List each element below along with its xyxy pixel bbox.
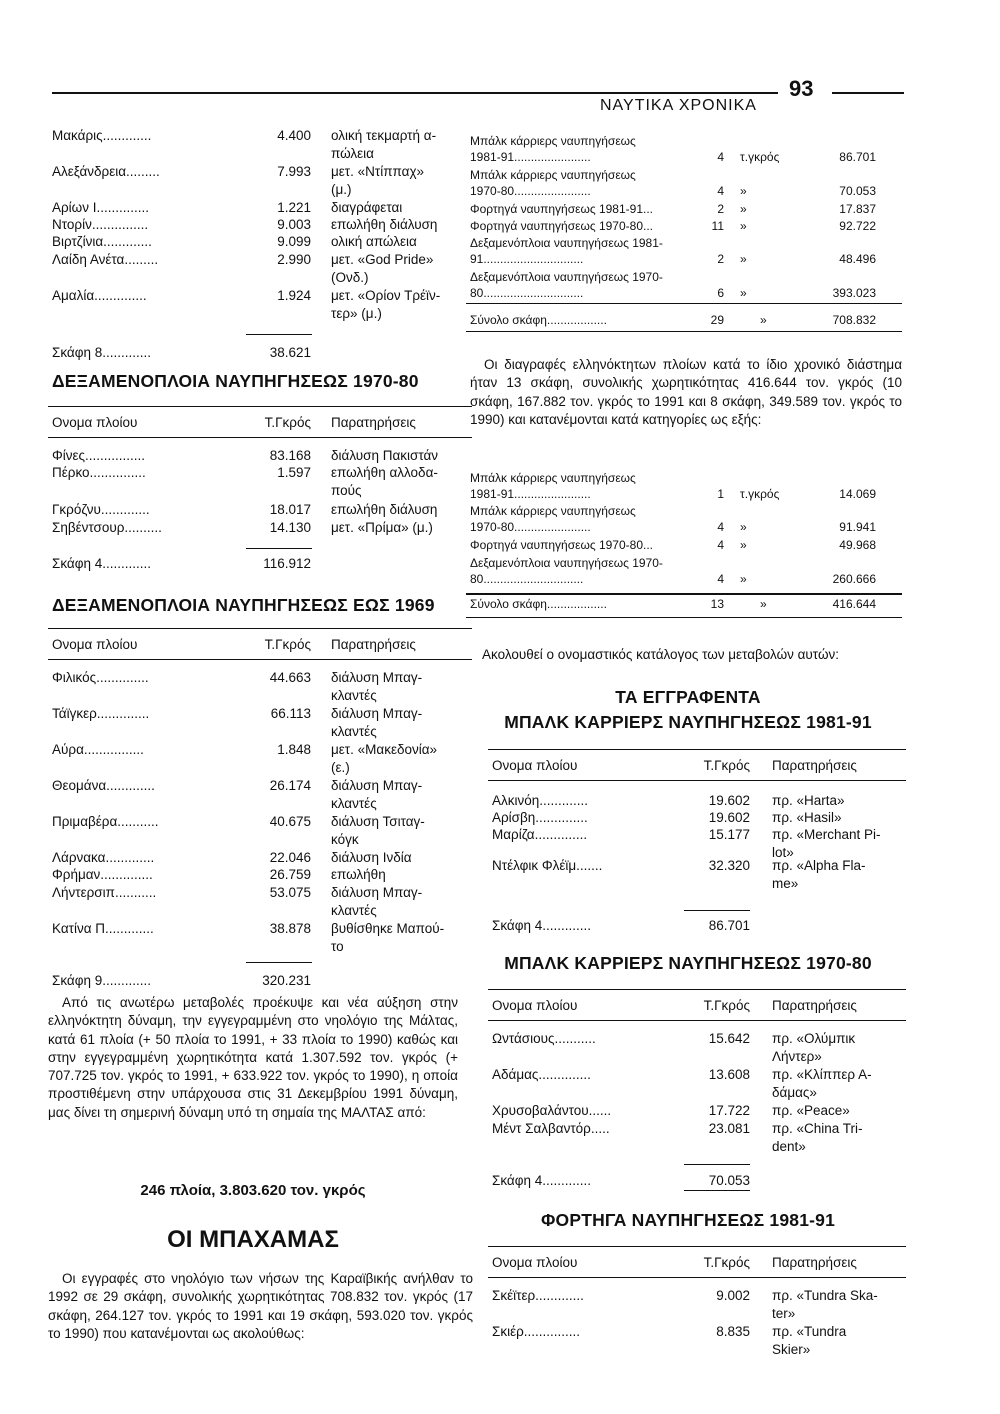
tankers-1969-row-note-cont: κλαντές [331, 903, 377, 918]
tankers-1969-row-note: διάλυση Μπαγ- [331, 706, 423, 721]
bulk-1981-row-grt: 15.177 [708, 827, 750, 842]
ship-top-row-note: επωλήθη διάλυση [331, 217, 438, 232]
header-rule-left [52, 92, 778, 94]
tankers-1969-col-grt: Τ.Γκρός [264, 637, 311, 652]
tankers-1970-total-rule [246, 548, 312, 549]
summary1-count: 11 [711, 219, 724, 233]
section-title-bahamas: ΟΙ ΜΠΑΧΑΜΑΣ [167, 1226, 339, 1253]
ship-top-row-note: μετ. «God Pride» [331, 252, 434, 267]
summary2-value: 14.069 [839, 487, 876, 501]
tankers-1969-row-note: διάλυση Μπαγ- [331, 670, 423, 685]
summary2-unit: » [740, 520, 747, 534]
summary2-category: Μπάλκ κάρριερς ναυπηγήσεως [470, 504, 636, 518]
summary2-value: 91.941 [839, 520, 876, 534]
tankers-1969-row-note: διάλυση Ινδία [331, 850, 412, 865]
summary1-category-line: Φορτηγά ναυπηγήσεως 1970-80... [470, 219, 653, 233]
section-title-tankers-1970-80: ΔΕΞΑΜΕΝΟΠΛΟΙΑ ΝΑΥΠΗΓΗΣΕΩΣ 1970-80 [52, 371, 419, 391]
malta-paragraph: Από τις ανωτέρω μεταβολές προέκυψε και νέα αύξηση στην ελληνόκτητη δύναμη, την εγγεγραμμένη στο νηολόγιο της Μάλτας, κατά 61 πλοία (+ 50 πλοία το 1991, + 33 πλοία το 1990) καθώς και στην εγγεγραμμένη χωρητικότητα κατά 1.307.592 τον. γκρός (+ 707.725 τον. γκρός το 1991, + 633.922 τον. γκρός το 1990), η οποία προστιθέμενη στην υπάρχουσα στις 31 Δεκεμβρίου 1991 δύναμη, μας δίνει τη σημερινή δύναμη υπό τη σημαία της ΜΑΛΤΑΣ από: [48, 995, 458, 1120]
page-number: 93 [789, 76, 814, 101]
bulk-1970-col-name: Ονομα πλοίου [492, 998, 578, 1013]
tankers-1969-row-note: βυθίσθηκε Μαπού- [331, 921, 445, 936]
summary1-unit: » [740, 286, 747, 300]
summary1-total-rule [466, 303, 902, 304]
bulk-1970-total-value: 70.053 [708, 1173, 750, 1188]
tankers-1969-header-top-rule [48, 628, 472, 629]
tankers-1969-row-grt: 26.759 [269, 867, 311, 882]
bulk-1970-row-note: πρ. «Peace» [772, 1103, 850, 1118]
tankers-1969-row-name: Κατίνα Π............. [52, 921, 154, 936]
ship-top-row-name: Βιρτζίνια............. [52, 234, 152, 249]
summary1-value: 86.701 [839, 150, 876, 164]
cargo-1981-row-name: Σκιέρ............... [492, 1324, 581, 1339]
bulk-1981-row-name: Αλκινόη............. [492, 793, 589, 808]
summary1-count: 4 [717, 150, 724, 164]
bulk-1970-row-note: πρ. «Κλίππερ Α- [772, 1067, 872, 1082]
ship-top-row-name: Λαίδη Ανέτα......... [52, 252, 159, 267]
summary1-value: 70.053 [839, 184, 876, 198]
summary1-bottom-rule [466, 331, 902, 332]
summary1-unit: τ.γκρός [740, 150, 780, 164]
follows-text: Ακολουθεί ο ονομαστικός κατάλογος των μεταβολών αυτών: [482, 647, 839, 662]
tankers-1969-row-name: Λάρνακα............. [52, 850, 155, 865]
summary2-total-unit: » [760, 597, 767, 611]
bulk-1970-row-grt: 13.608 [708, 1067, 750, 1082]
summary2-category-line: Φορτηγά ναυπηγήσεως 1970-80... [470, 538, 653, 552]
bulk-1981-row-note: πρ. «Alpha Fla- [772, 858, 866, 873]
summary1-total-value: 708.832 [832, 313, 876, 327]
ship-top-row-name: Αρίων Ι.............. [52, 200, 149, 215]
section-title-registered: ΤΑ ΕΓΓΡΑΦΕΝΤΑ [615, 687, 761, 707]
ship-top-row-note-cont: (Ονδ.) [331, 270, 369, 285]
summary1-count: 2 [717, 252, 724, 266]
ship-top-row-note-cont: τερ» (μ.) [331, 306, 382, 321]
tankers-1970-row-name: Φίνες................ [52, 448, 146, 463]
cargo-1981-header-bottom-rule [488, 1277, 906, 1278]
tankers-1969-row-name: Πριμαβέρα........... [52, 814, 159, 829]
summary1-unit: » [740, 252, 747, 266]
summary1-count: 4 [717, 184, 724, 198]
tankers-1970-row-grt: 14.130 [269, 520, 311, 535]
bulk-1970-row-note: πρ. «Ολύμπικ [772, 1031, 856, 1046]
cargo-1981-row-name: Σκέϊτερ............. [492, 1288, 584, 1303]
summary1-category-line: 1970-80....................... [470, 184, 591, 198]
tankers-1970-row-grt: 18.017 [269, 502, 311, 517]
summary1-category: Δεξαμενόπλοια ναυπηγήσεως 1970- [470, 270, 663, 284]
summary2-category-line: 80.............................. [470, 572, 584, 586]
top-total-rule [246, 334, 312, 335]
ship-top-row-name: Αλεξάνδρεια......... [52, 164, 160, 179]
bulk-1981-header-top-rule [488, 749, 906, 750]
ship-top-row-grt: 9.003 [277, 217, 311, 232]
tankers-1969-row-grt: 40.675 [269, 814, 311, 829]
summary2-unit: » [740, 572, 747, 586]
bulk-1970-header-bottom-rule [488, 1020, 906, 1021]
bahamas-paragraph: Οι εγγραφές στο νηολόγιο των νήσων της Καραϊβικής ανήλθαν το 1992 σε 29 σκάφη, συνολικής χωρητικότητας 708.832 τον. γκρός (17 σκάφη, 264.127 τον. γκρός το 1991 και 19 σκάφη, 593.020 τον. γκρός το 1990) που κατανέμονται ως ακολούθως: [48, 1271, 473, 1341]
tankers-1969-row-grt: 66.113 [270, 706, 311, 721]
tankers-1969-row-note: διάλυση Τσιταγ- [331, 814, 425, 829]
ship-top-row-grt: 7.993 [277, 164, 311, 179]
tankers-1969-row-name: Λήντερσιπ........... [52, 885, 157, 900]
ship-top-row-note: μετ. «Ορίον Τρέϊν- [331, 288, 441, 303]
summary1-value: 48.496 [839, 252, 876, 266]
tankers-1970-header-top-rule [48, 406, 472, 407]
bulk-1970-col-notes: Παρατηρήσεις [772, 998, 857, 1013]
summary1-category-line: 1981-91....................... [470, 150, 591, 164]
tankers-1970-col-name: Ονομα πλοίου [52, 415, 138, 430]
tankers-1970-row-note: μετ. «Πρίμα» (μ.) [331, 520, 433, 535]
bulk-1981-total-label: Σκάφη 4............. [492, 918, 592, 933]
summary1-category: Δεξαμενόπλοια ναυπηγήσεως 1981- [470, 236, 663, 250]
tankers-1969-row-name: Τάϊγκερ.............. [52, 706, 150, 721]
bulk-1981-row-note: πρ. «Hasil» [772, 810, 842, 825]
bulk-1970-row-name: Χρυσοβαλάντου...... [492, 1103, 612, 1118]
tankers-1970-row-note: διάλυση Πακιστάν [331, 448, 439, 463]
summary1-total-unit: » [760, 313, 767, 327]
bulk-1981-row-grt: 19.602 [708, 810, 750, 825]
tankers-1969-header-bottom-rule [48, 659, 472, 660]
header-rule-right [832, 92, 904, 94]
summary1-category-line: 80.............................. [470, 286, 584, 300]
tankers-1970-row-note-cont: πούς [331, 483, 362, 498]
bulk-1981-row-grt: 19.602 [708, 793, 750, 808]
malta-total: 246 πλοία, 3.803.620 τον. γκρός [140, 1182, 366, 1199]
deletions-paragraph: Οι διαγραφές ελληνόκτητων πλοίων κατά το ίδιο χρονικό διάστημα ήταν 13 σκάφη, συνολικής χωρητικότητας 416.644 τον. γκρός (10 σκάφη, 167.882 τον. γκρός το 1991 και 8 σκάφη, 349.589 τον. γκρός το 1990) και κατανέμονται κατά κατηγορίες ως εξής: [470, 357, 902, 427]
summary1-category-line: Φορτηγά ναυπηγήσεως 1981-91... [470, 202, 653, 216]
tankers-1969-row-note-cont: κλαντές [331, 688, 377, 703]
tankers-1970-total-value: 116.912 [263, 556, 311, 571]
bulk-1970-row-name: Μέντ Σαλβαντόρ..... [492, 1121, 610, 1136]
summary2-value: 49.968 [839, 538, 876, 552]
bulk-1970-row-name: Ωντάσιους........... [492, 1031, 596, 1046]
ship-top-row-name: Μακάρις............. [52, 128, 152, 143]
tankers-1969-row-note: μετ. «Μακεδονία» [331, 742, 438, 757]
summary2-total-count: 13 [710, 597, 724, 611]
bulk-1981-row-note: πρ. «Harta» [772, 793, 845, 808]
bulk-1970-total-rule [684, 1164, 750, 1165]
ship-top-row-note-cont: (μ.) [331, 182, 352, 197]
section-title-bulk-1970-80: ΜΠΑΛΚ ΚΑΡΡΙΕΡΣ ΝΑΥΠΗΓΗΣΕΩΣ 1970-80 [504, 953, 872, 973]
summary1-category: Μπάλκ κάρριερς ναυπηγήσεως [470, 134, 636, 148]
summary1-total-count: 29 [710, 313, 724, 327]
tankers-1969-row-note-cont: (ε.) [331, 760, 350, 775]
tankers-1969-row-grt: 44.663 [269, 670, 311, 685]
summary1-value: 393.023 [832, 286, 876, 300]
summary1-category: Μπάλκ κάρριερς ναυπηγήσεως [470, 168, 636, 182]
bulk-1970-row-note: πρ. «China Tri- [772, 1121, 863, 1136]
summary1-count: 6 [717, 286, 724, 300]
tankers-1969-row-name: Αύρα................ [52, 742, 144, 757]
tankers-1969-col-notes: Παρατηρήσεις [331, 637, 416, 652]
cargo-1981-col-notes: Παρατηρήσεις [772, 1255, 857, 1270]
ship-top-row-note: ολική τεκμαρτή α- [331, 128, 437, 143]
ship-top-row-grt: 4.400 [277, 128, 311, 143]
tankers-1970-row-grt: 1.597 [277, 465, 311, 480]
tankers-1970-row-grt: 83.168 [269, 448, 311, 463]
tankers-1970-total-label: Σκάφη 4............. [52, 556, 152, 571]
summary1-unit: » [740, 219, 747, 233]
cargo-1981-row-note: πρ. «Tundra [772, 1324, 847, 1339]
summary2-unit: τ.γκρός [740, 487, 780, 501]
tankers-1969-col-name: Ονομα πλοίου [52, 637, 138, 652]
tankers-1969-total-value: 320.231 [262, 973, 311, 988]
bulk-1970-row-grt: 23.081 [708, 1121, 750, 1136]
summary2-category: Δεξαμενόπλοια ναυπηγήσεως 1970- [470, 556, 663, 570]
ship-top-row-grt: 2.990 [277, 252, 311, 267]
bulk-1981-row-name: Μαρίζα.............. [492, 827, 588, 842]
tankers-1970-row-note: επωλήθη διάλυση [331, 502, 438, 517]
section-title-tankers-1969: ΔΕΞΑΜΕΝΟΠΛΟΙΑ ΝΑΥΠΗΓΗΣΕΩΣ ΕΩΣ 1969 [52, 595, 435, 615]
tankers-1970-row-name: Πέρκο............... [52, 465, 146, 480]
bulk-1981-header-bottom-rule [488, 780, 906, 781]
ship-top-row-grt: 1.221 [277, 200, 311, 215]
ship-top-row-note: διαγράφεται [331, 200, 403, 215]
journal-title: ΝΑΥΤΙΚΑ ΧΡΟΝΙΚΑ [600, 97, 757, 114]
tankers-1970-row-name: Σηβέντσουρ.......... [52, 520, 162, 535]
ship-top-row-note: ολική απώλεια [331, 234, 417, 249]
cargo-1981-col-grt: Τ.Γκρός [703, 1255, 750, 1270]
summary2-bottom-rule [466, 617, 902, 618]
tankers-1970-col-grt: Τ.Γκρός [264, 415, 311, 430]
cargo-1981-row-note: πρ. «Tundra Ska- [772, 1288, 878, 1303]
tankers-1969-row-name: Θεομάνα............. [52, 778, 155, 793]
tankers-1969-row-note-cont: κόγκ [331, 832, 359, 847]
cargo-1981-row-grt: 8.835 [716, 1324, 750, 1339]
bulk-1981-row-grt: 32.320 [708, 858, 750, 873]
summary2-count: 1 [717, 487, 724, 501]
bulk-1970-row-grt: 17.722 [708, 1103, 750, 1118]
bulk-1970-row-name: Αδάμας.............. [492, 1067, 591, 1082]
bulk-1970-row-note-cont: δάμας» [772, 1085, 817, 1100]
summary1-unit: » [740, 184, 747, 198]
summary2-value: 260.666 [832, 572, 876, 586]
tankers-1969-row-name: Φρήμαν.............. [52, 867, 153, 882]
bulk-1981-col-grt: Τ.Γκρός [703, 758, 750, 773]
bulk-1981-total-value: 86.701 [708, 918, 750, 933]
bulk-1981-col-name: Ονομα πλοίου [492, 758, 578, 773]
bulk-1970-col-grt: Τ.Γκρός [703, 998, 750, 1013]
bulk-1981-total-rule [684, 910, 750, 911]
cargo-1981-row-note-cont: Skier» [772, 1342, 811, 1357]
bulk-1981-row-note-cont: lot» [772, 845, 794, 860]
bulk-1970-row-note-cont: Λήντερ» [772, 1049, 822, 1064]
bulk-1970-header-top-rule [488, 989, 906, 990]
ship-top-row-note: μετ. «Ντίππαχ» [331, 164, 425, 179]
cargo-1981-col-name: Ονομα πλοίου [492, 1255, 578, 1270]
tankers-1970-col-notes: Παρατηρήσεις [331, 415, 416, 430]
ship-top-row-grt: 9.099 [277, 234, 311, 249]
cargo-1981-row-grt: 9.002 [716, 1288, 750, 1303]
tankers-1969-row-grt: 22.046 [269, 850, 311, 865]
summary2-category-line: 1981-91....................... [470, 487, 591, 501]
tankers-1969-row-note: διάλυση Μπαγ- [331, 778, 423, 793]
tankers-1969-row-grt: 38.878 [269, 921, 311, 936]
tankers-1969-row-note-cont: κλαντές [331, 724, 377, 739]
tankers-1970-row-name: Γκρόζνυ............. [52, 502, 150, 517]
summary2-total-value: 416.644 [832, 597, 876, 611]
summary1-count: 2 [717, 202, 724, 216]
tankers-1969-row-grt: 1.848 [277, 742, 311, 757]
summary2-top-total-rule [466, 593, 902, 595]
section-title-bulk-1981-91: ΜΠΑΛΚ ΚΑΡΡΙΕΡΣ ΝΑΥΠΗΓΗΣΕΩΣ 1981-91 [504, 712, 872, 732]
bulk-1981-row-name: Ντέλφικ Φλέϊμ....... [492, 858, 603, 873]
summary1-value: 17.837 [839, 202, 876, 216]
summary2-category: Μπάλκ κάρριερς ναυπηγήσεως [470, 471, 636, 485]
ship-top-row-grt: 1.924 [277, 288, 311, 303]
cargo-1981-header-top-rule [488, 1246, 906, 1247]
summary1-total-label: Σύνολο σκάφη.................. [470, 313, 607, 327]
bulk-1970-row-note-cont: dent» [772, 1139, 806, 1154]
summary2-count: 4 [717, 572, 724, 586]
tankers-1970-row-note: επωλήθη αλλοδα- [331, 465, 438, 480]
tankers-1969-row-note: διάλυση Μπαγ- [331, 885, 423, 900]
ship-top-row-name: Ντορίν............... [52, 217, 149, 232]
tankers-1970-header-bottom-rule [48, 437, 472, 438]
section-title-cargo-1981-91: ΦΟΡΤΗΓΑ ΝΑΥΠΗΓΗΣΕΩΣ 1981-91 [540, 1210, 836, 1230]
summary2-unit: » [740, 538, 747, 552]
tankers-1969-total-rule [246, 962, 312, 963]
summary1-unit: » [740, 202, 747, 216]
bulk-1981-row-note: πρ. «Merchant Pi- [772, 827, 881, 842]
tankers-1969-row-note-cont: κλαντές [331, 796, 377, 811]
bulk-1970-row-grt: 15.642 [708, 1031, 750, 1046]
summary2-category-line: 1970-80....................... [470, 520, 591, 534]
tankers-1969-row-note-cont: το [331, 939, 344, 954]
ship-top-row-note-cont: πώλεια [331, 146, 374, 161]
top-total-value: 38.621 [269, 345, 311, 360]
bulk-1970-bottom-rule [684, 1190, 750, 1191]
tankers-1969-row-note: επωλήθη [331, 867, 386, 882]
summary1-category-line: 91.............................. [470, 252, 584, 266]
summary2-total-label: Σύνολο σκάφη.................. [470, 597, 607, 611]
bulk-1981-col-notes: Παρατηρήσεις [772, 758, 857, 773]
summary1-value: 92.722 [839, 219, 876, 233]
bulk-1970-total-label: Σκάφη 4............. [492, 1173, 592, 1188]
top-total-label: Σκάφη 8............. [52, 345, 152, 360]
tankers-1969-row-name: Φιλικός.............. [52, 670, 149, 685]
bulk-1981-row-note-cont: me» [772, 876, 799, 891]
ship-top-row-name: Αμαλία.............. [52, 288, 147, 303]
cargo-1981-row-note-cont: ter» [772, 1306, 796, 1321]
summary2-count: 4 [717, 520, 724, 534]
tankers-1969-total-label: Σκάφη 9............. [52, 973, 152, 988]
tankers-1969-row-grt: 53.075 [269, 885, 311, 900]
bulk-1981-row-name: Αρίσβη.............. [492, 810, 588, 825]
tankers-1969-row-grt: 26.174 [269, 778, 311, 793]
summary2-count: 4 [717, 538, 724, 552]
